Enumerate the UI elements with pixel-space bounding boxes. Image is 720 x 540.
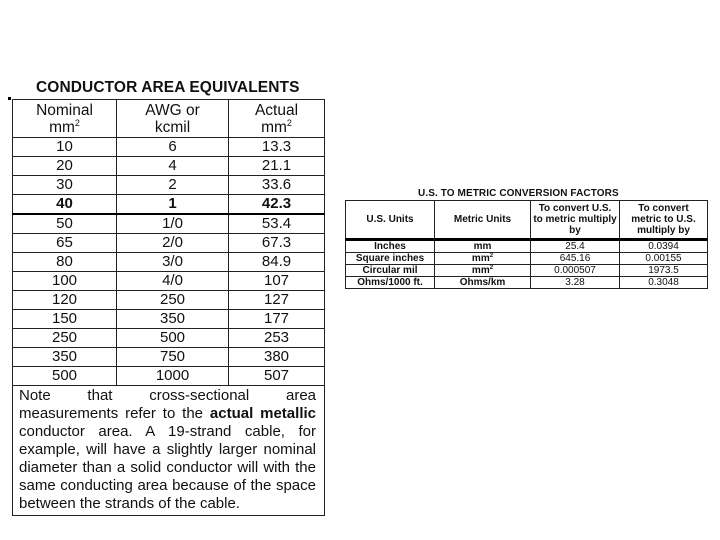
actual-cell: 253	[229, 329, 325, 348]
conversion-table-title: U.S. TO METRIC CONVERSION FACTORS	[418, 188, 619, 199]
us-unit-cell: Square inches	[346, 253, 435, 265]
table-row	[13, 291, 325, 310]
table-row	[13, 214, 325, 234]
table-row	[13, 367, 325, 386]
metric-unit-cell: Ohms/km	[435, 277, 531, 289]
actual-cell: 177	[229, 310, 325, 329]
us-unit-cell: Ohms/1000 ft.	[346, 277, 435, 289]
table-row	[13, 234, 325, 253]
actual-cell: 42.3	[229, 195, 325, 215]
us-unit-cell: Inches	[346, 240, 435, 253]
nominal-cell: 350	[13, 348, 117, 367]
awg-cell: 250	[117, 291, 229, 310]
awg-cell: 1/0	[117, 214, 229, 234]
actual-cell: 107	[229, 272, 325, 291]
metric-unit-cell: $mm^2$	[435, 265, 531, 277]
nominal-cell: 100	[13, 272, 117, 291]
table-row	[13, 138, 325, 157]
to-us-cell: 0.00155	[620, 253, 708, 265]
nominal-cell: 65	[13, 234, 117, 253]
note-row	[13, 386, 325, 516]
actual-cell: 84.9	[229, 253, 325, 272]
actual-cell: 13.3	[229, 138, 325, 157]
metric-unit-cell: mm	[435, 240, 531, 253]
table-row	[346, 253, 708, 265]
margin-mark	[8, 97, 11, 100]
to-us-header: To convert metric to U.S. multiply by	[620, 201, 708, 240]
actual-cell: 53.4	[229, 214, 325, 234]
table-row	[346, 265, 708, 277]
table-row	[346, 277, 708, 289]
nominal-cell: 10	[13, 138, 117, 157]
to-us-cell: 0.0394	[620, 240, 708, 253]
awg-cell: 2/0	[117, 234, 229, 253]
actual-header: Actual $mm^2$	[229, 100, 325, 138]
awg-cell: 350	[117, 310, 229, 329]
nominal-cell: 120	[13, 291, 117, 310]
conversion-header-row	[346, 201, 708, 240]
awg-cell: 3/0	[117, 253, 229, 272]
to-us-cell: 0.3048	[620, 277, 708, 289]
conductor-table-title: CONDUCTOR AREA EQUIVALENTS	[36, 79, 300, 96]
to-us-cell: 1973.5	[620, 265, 708, 277]
nominal-header: Nominal $mm^2$	[13, 100, 117, 138]
nominal-cell: 40	[13, 195, 117, 215]
to-metric-cell: 3.28	[531, 277, 620, 289]
nominal-cell: 250	[13, 329, 117, 348]
metric-unit-cell: $mm^2$	[435, 253, 531, 265]
table-row	[13, 329, 325, 348]
to-metric-cell: 25.4	[531, 240, 620, 253]
table-row	[13, 157, 325, 176]
nominal-cell: 30	[13, 176, 117, 195]
actual-cell: 507	[229, 367, 325, 386]
table-row	[346, 240, 708, 253]
awg-cell: 1	[117, 195, 229, 215]
actual-cell: 33.6	[229, 176, 325, 195]
actual-cell: 127	[229, 291, 325, 310]
table-row	[13, 195, 325, 215]
nominal-cell: 150	[13, 310, 117, 329]
table-row	[13, 272, 325, 291]
table-row	[13, 253, 325, 272]
actual-cell: 21.1	[229, 157, 325, 176]
conversion-factors-table	[345, 200, 708, 289]
awg-cell: 2	[117, 176, 229, 195]
nominal-cell: 20	[13, 157, 117, 176]
conductor-area-table	[12, 99, 325, 516]
awg-cell: 750	[117, 348, 229, 367]
table-row	[13, 348, 325, 367]
to-metric-cell: 0.000507	[531, 265, 620, 277]
awg-cell: 500	[117, 329, 229, 348]
table-row	[13, 310, 325, 329]
awg-cell: 4	[117, 157, 229, 176]
awg-cell: 1000	[117, 367, 229, 386]
actual-cell: 67.3	[229, 234, 325, 253]
us-unit-cell: Circular mil	[346, 265, 435, 277]
actual-cell: 380	[229, 348, 325, 367]
metric-units-header: Metric Units	[435, 201, 531, 240]
awg-cell: 4/0	[117, 272, 229, 291]
nominal-cell: 50	[13, 214, 117, 234]
note-text: Note that cross-sectional area measurements refer to the actual metallic conductor area. A 19-strand cable, for example, will have a slightly larger nominal diameter than a solid conductor will with the same conducting area because of the space between the strands of the cable.	[13, 386, 325, 516]
nominal-cell: 80	[13, 253, 117, 272]
to-metric-header: To convert U.S. to metric multiply by	[531, 201, 620, 240]
awg-header: AWG or kcmil	[117, 100, 229, 138]
awg-cell: 6	[117, 138, 229, 157]
nominal-cell: 500	[13, 367, 117, 386]
to-metric-cell: 645.16	[531, 253, 620, 265]
us-units-header: U.S. Units	[346, 201, 435, 240]
table-row	[13, 176, 325, 195]
conductor-header-row	[13, 100, 325, 138]
